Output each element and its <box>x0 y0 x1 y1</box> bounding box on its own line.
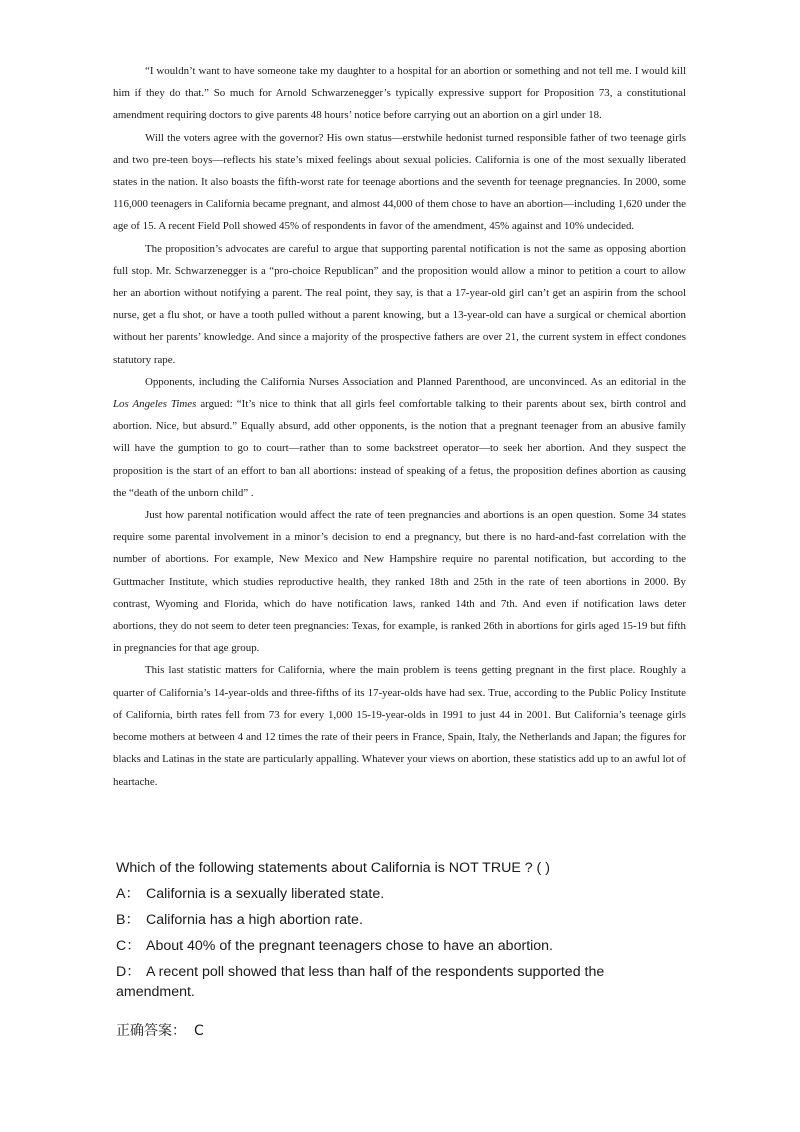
option-a-text: California is a sexually liberated state. <box>146 886 385 902</box>
passage-paragraph-4 <box>113 371 686 504</box>
option-a[interactable] <box>116 884 676 904</box>
answer-label: 正确答案： <box>116 1023 186 1039</box>
answer-line <box>116 1020 204 1040</box>
option-c-letter: C： <box>116 938 141 954</box>
option-b[interactable] <box>116 910 676 930</box>
paragraph-4-part-b: argued: “It’s nice to think that all girls feel comfortable talking to their parents about sex, birth control and abortion. Nice, but absurd.” Equally absurd, add other opponents, is the notion that a pregnant teenager from an abusive family will have the gumption to go to court—rather than to some backstreet operator—to seek her abortion. And they suspect the proposition is the start of an effort to ban all abortions: instead of speaking of a fetus, the proposition defines abortion as causing the “death of the unborn child” . <box>113 398 686 499</box>
paragraph-4-part-a: Opponents, including the California Nurses Association and Planned Parenthood, are unconvinced. As an editorial in the <box>145 375 686 388</box>
passage-paragraph-2: Will the voters agree with the governor? His own status—erstwhile hedonist turned responsible father of two teenage girls and two pre-teen boys—reflects his state’s mixed feelings about sexual policies. California is one of the most sexually liberated states in the nation. It also boasts the fifth-worst rate for teenage abortions and the seventh for teenage pregnancies. In 2000, some 116,000 teenagers in California became pregnant, and almost 44,000 of them chose to have an abortion—including 1,620 under the age of 15. A recent Field Poll showed 45% of respondents in favor of the amendment, 45% against and 10% undecided. <box>113 131 686 233</box>
option-d[interactable] <box>116 962 676 1002</box>
question-block <box>116 858 676 1008</box>
question-stem: Which of the following statements about California is NOT TRUE ? ( ) <box>116 860 550 876</box>
option-c[interactable] <box>116 936 676 956</box>
passage-scan <box>113 60 686 793</box>
answer-value: C <box>194 1023 204 1039</box>
option-d-text: A recent poll showed that less than half of the respondents supported the amendment. <box>116 964 605 1000</box>
option-b-text: California has a high abortion rate. <box>146 912 363 928</box>
passage-paragraph-3: The proposition’s advocates are careful to argue that supporting parental notification is not the same as opposing abortion full stop. Mr. Schwarzenegger is a “pro-choice Republican” and the proposition would allow a minor to petition a court to allow her an abortion without notifying a parent. The real point, they say, is that a 17-year-old girl can’t get an aspirin from the school nurse, get a flu shot, or have a tooth pulled without a parent knowing, but a 13-year-old can have a surgical or chemical abortion without her parents’ knowledge. And since a majority of the prospective fathers are over 21, the current system in effect condones statutory rape. <box>113 242 686 366</box>
option-a-letter: A： <box>116 886 140 902</box>
passage-paragraph-1: “I wouldn’t want to have someone take my daughter to a hospital for an abortion or something and not tell me. I would kill him if they do that.” So much for Arnold Schwarzenegger’s typically expressive support for Proposition 73, a constitutional amendment requiring doctors to give parents 48 hours’ notice before carrying out an abortion on a girl under 18. <box>113 65 686 122</box>
passage-paragraph-6: This last statistic matters for California, where the main problem is teens getting pregnant in the first place. Roughly a quarter of California’s 14-year-olds and three-fifths of its 17-year-olds have had sex. True, according to the Public Policy Institute of California, birth rates fell from 73 for every 1,000 15-19-year-olds in 1991 to just 44 in 2001. But California’s teenage girls become mothers at between 4 and 12 times the rate of their peers in France, Spain, Italy, the Netherlands and Japan; the figures for blacks and Latinas in the state are particularly appalling. Whatever your views on abortion, these statistics add up to an awful lot of heartache. <box>113 664 686 788</box>
option-b-letter: B： <box>116 912 140 928</box>
passage-paragraph-5: Just how parental notification would affect the rate of teen pregnancies and abortions is an open question. Some 34 states require some parental involvement in a minor’s decision to end a pregnancy, but there is no hard-and-fast correlation with the number of abortions. For example, New Mexico and New Hampshire require no parental notification, but according to the Guttmacher Institute, which studies reproductive health, they ranked 18th and 25th in the rate of teen abortions in 2000. By contrast, Wyoming and Florida, which do have notification laws, ranked 14th and 7th. And even if notification laws deter abortions, they do not seem to deter teen pregnancies: Texas, for example, is ranked 26th in abortions for girls aged 15-19 but fifth in pregnancies for that age group. <box>113 509 686 655</box>
option-d-letter: D： <box>116 964 141 980</box>
newspaper-title: Los Angeles Times <box>113 398 197 411</box>
option-c-text: About 40% of the pregnant teenagers chose to have an abortion. <box>146 938 554 954</box>
